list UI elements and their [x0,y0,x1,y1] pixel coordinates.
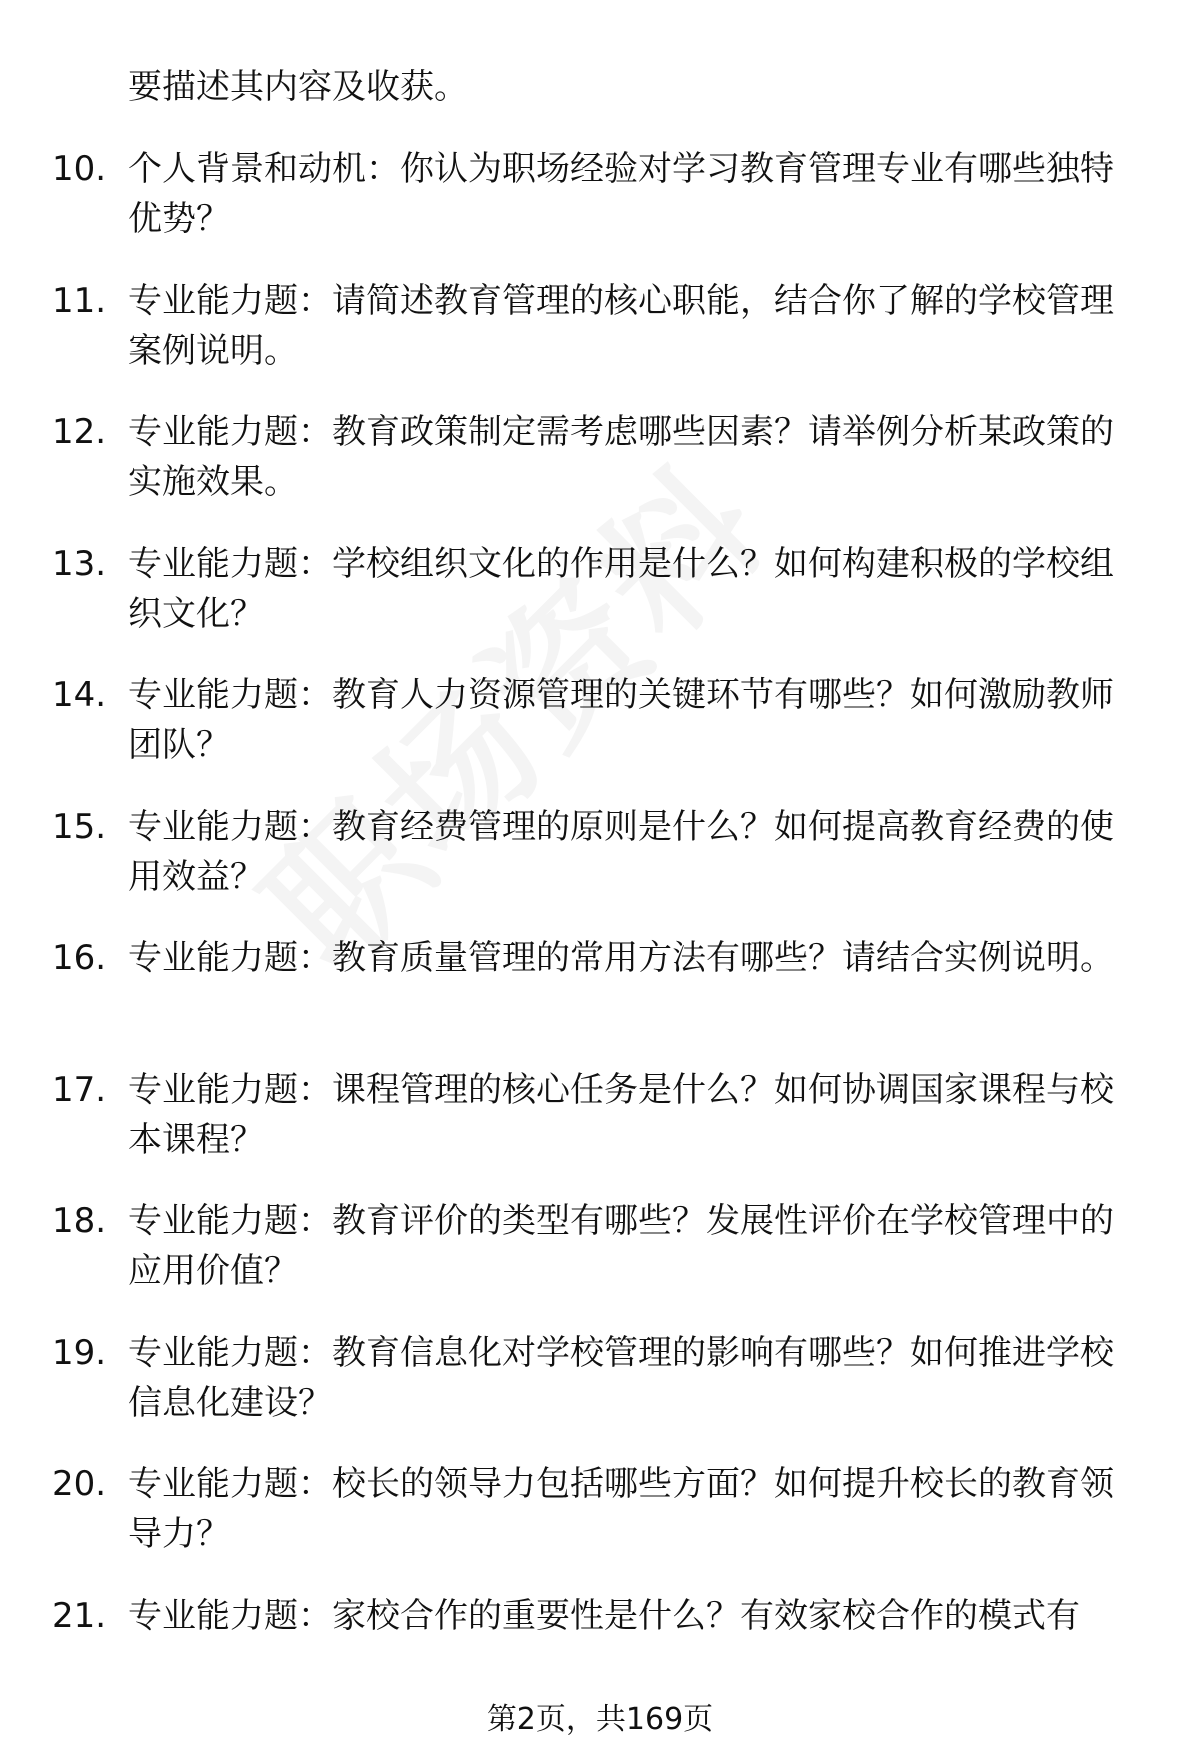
question-number: 17. [52,1069,107,1110]
question-text: 专业能力题：家校合作的重要性是什么？有效家校合作的模式有 [128,1595,1080,1636]
list-item [0,144,1200,276]
question-number: 19. [52,1332,107,1373]
list-item [0,933,1200,1065]
question-text: 专业能力题：课程管理的核心任务是什么？如何协调国家课程与校本课程？ [128,1069,1114,1160]
question-number: 15. [52,806,107,847]
question-number: 12. [52,412,107,452]
question-number: 16. [52,938,107,978]
list-item [0,407,1200,539]
question-number: 18. [52,1201,107,1241]
question-text: 专业能力题：请简述教育管理的核心职能，结合你了解的学校管理案例说明。 [128,280,1114,371]
question-list [0,144,1200,1722]
question-number: 20. [52,1464,107,1504]
list-item [0,1196,1200,1328]
question-text: 专业能力题：学校组织文化的作用是什么？如何构建积极的学校组织文化？ [128,543,1114,634]
question-text: 专业能力题：校长的领导力包括哪些方面？如何提升校长的教育领导力？ [128,1464,1114,1554]
question-text: 专业能力题：教育质量管理的常用方法有哪些？请结合实例说明。 [128,938,1114,978]
list-item [0,1328,1200,1460]
list-item [0,1459,1200,1591]
question-text: 专业能力题：教育人力资源管理的关键环节有哪些？如何激励教师团队？ [128,675,1114,765]
list-item [0,670,1200,802]
list-item [0,276,1200,408]
page-footer: 第2页，共169页 [486,1702,714,1737]
question-number: 11. [52,280,107,321]
question-number: 14. [52,675,107,715]
question-number: 21. [52,1595,107,1636]
list-item [0,1065,1200,1197]
question-text: 专业能力题：教育经费管理的原则是什么？如何提高教育经费的使用效益？ [128,806,1114,897]
question-text: 专业能力题：教育信息化对学校管理的影响有哪些？如何推进学校信息化建设？ [128,1332,1114,1423]
question-text: 个人背景和动机：你认为职场经验对学习教育管理专业有哪些独特优势？ [128,149,1114,239]
list-item [0,539,1200,671]
continued-line: 要描述其内容及收获。 [128,67,468,107]
question-text: 专业能力题：教育评价的类型有哪些？发展性评价在学校管理中的应用价值？ [128,1201,1114,1291]
question-number: 10. [52,149,107,189]
question-text: 专业能力题：教育政策制定需考虑哪些因素？请举例分析某政策的实施效果。 [128,412,1114,502]
list-item [0,802,1200,934]
question-number: 13. [52,543,107,584]
